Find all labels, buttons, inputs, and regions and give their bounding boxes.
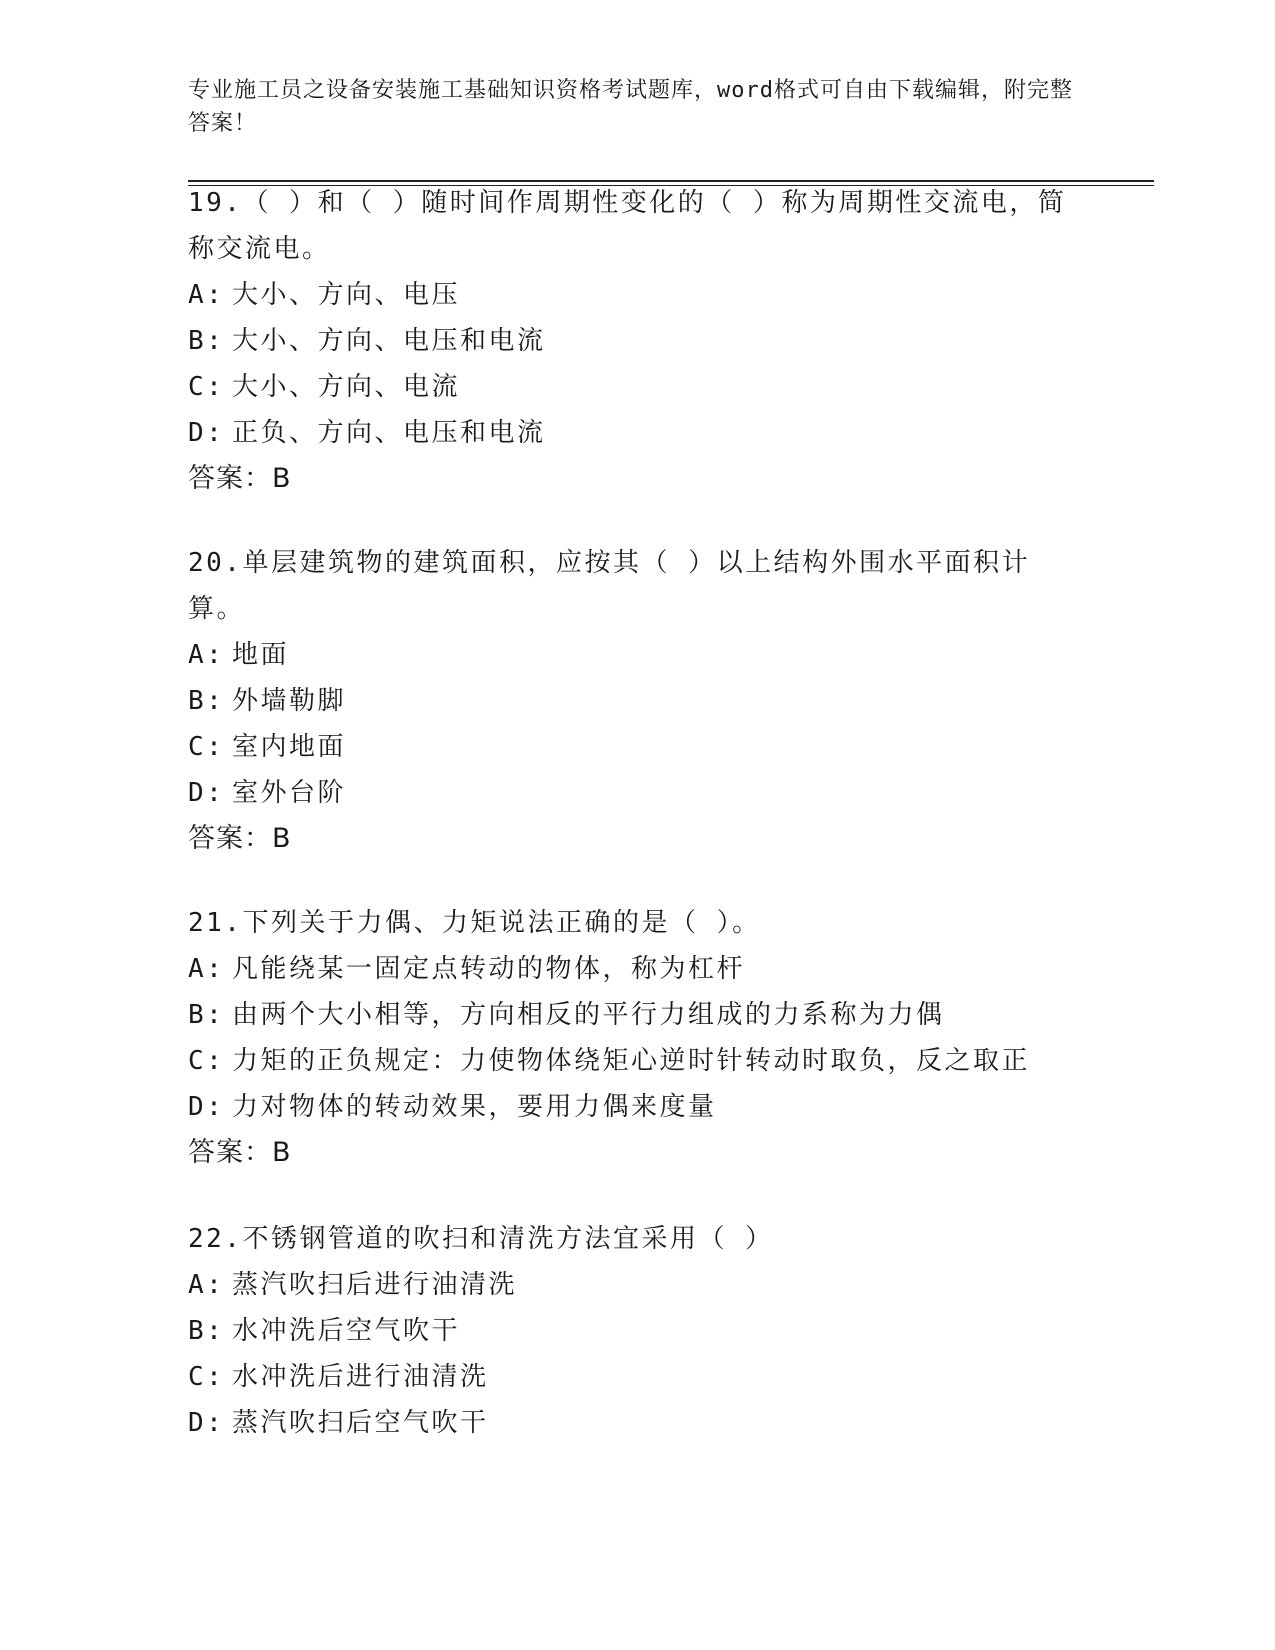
option-letter: B: xyxy=(188,326,225,356)
question-22 xyxy=(188,1216,1068,1446)
option-d xyxy=(188,410,1068,456)
question-21 xyxy=(188,900,1068,1176)
option-d xyxy=(188,770,1068,816)
option-d xyxy=(188,1084,1068,1130)
option-letter: C: xyxy=(188,1362,225,1392)
option-letter: B: xyxy=(188,1316,225,1346)
option-c xyxy=(188,1354,1068,1400)
option-letter: D: xyxy=(188,778,225,808)
option-text: 正负、方向、电压和电流 xyxy=(232,418,546,448)
option-text: 外墙勒脚 xyxy=(232,686,347,716)
option-text: 力对物体的转动效果，要用力偶来度量 xyxy=(232,1092,717,1122)
option-a xyxy=(188,632,1068,678)
option-letter: C: xyxy=(188,1046,225,1076)
option-letter: A: xyxy=(188,640,225,670)
option-letter: D: xyxy=(188,418,225,448)
question-text: 21.下列关于力偶、力矩说法正确的是（ ）。 xyxy=(188,908,761,938)
option-letter: C: xyxy=(188,372,225,402)
option-c xyxy=(188,1038,1068,1084)
option-text: 力矩的正负规定：力使物体绕矩心逆时针转动时取负，反之取正 xyxy=(232,1046,1031,1076)
question-text: 20.单层建筑物的建筑面积，应按其（ ）以上结构外围水平面积计算。 xyxy=(188,548,1031,624)
option-b xyxy=(188,318,1068,364)
option-b xyxy=(188,992,1068,1038)
option-text: 水冲洗后进行油清洗 xyxy=(232,1362,489,1392)
option-text: 大小、方向、电流 xyxy=(232,372,461,402)
option-letter: D: xyxy=(188,1092,225,1122)
option-text: 蒸汽吹扫后进行油清洗 xyxy=(232,1270,518,1300)
option-c xyxy=(188,724,1068,770)
header-text: 专业施工员之设备安装施工基础知识资格考试题库，word格式可自由下载编辑，附完整答案！ xyxy=(188,78,1073,136)
option-d xyxy=(188,1400,1068,1446)
option-text: 由两个大小相等，方向相反的平行力组成的力系称为力偶 xyxy=(232,1000,945,1030)
answer-text: 答案：B xyxy=(188,1137,292,1168)
option-text: 大小、方向、电压和电流 xyxy=(232,326,546,356)
option-letter: D: xyxy=(188,1408,225,1438)
question-20 xyxy=(188,540,1068,862)
option-text: 地面 xyxy=(232,640,290,670)
option-letter: C: xyxy=(188,732,225,762)
option-letter: B: xyxy=(188,686,225,716)
option-letter: A: xyxy=(188,954,225,984)
option-letter: A: xyxy=(188,1270,225,1300)
option-text: 水冲洗后空气吹干 xyxy=(232,1316,461,1346)
option-text: 室外台阶 xyxy=(232,778,347,808)
question-text: 22.不锈钢管道的吹扫和清洗方法宜采用（ ） xyxy=(188,1224,774,1254)
option-text: 蒸汽吹扫后空气吹干 xyxy=(232,1408,489,1438)
document-header xyxy=(188,74,1088,140)
option-text: 大小、方向、电压 xyxy=(232,280,461,310)
option-b xyxy=(188,1308,1068,1354)
question-text: 19.（ ）和（ ）随时间作周期性变化的（ ）称为周期性交流电，简称交流电。 xyxy=(188,188,1067,264)
option-text: 凡能绕某一固定点转动的物体，称为杠杆 xyxy=(232,954,746,984)
option-c xyxy=(188,364,1068,410)
option-b xyxy=(188,678,1068,724)
answer-text: 答案：B xyxy=(188,823,292,854)
option-a xyxy=(188,1262,1068,1308)
option-a xyxy=(188,272,1068,318)
option-a xyxy=(188,946,1068,992)
option-text: 室内地面 xyxy=(232,732,347,762)
option-letter: B: xyxy=(188,1000,225,1030)
option-letter: A: xyxy=(188,280,225,310)
answer-text: 答案：B xyxy=(188,463,292,494)
question-19 xyxy=(188,180,1068,502)
